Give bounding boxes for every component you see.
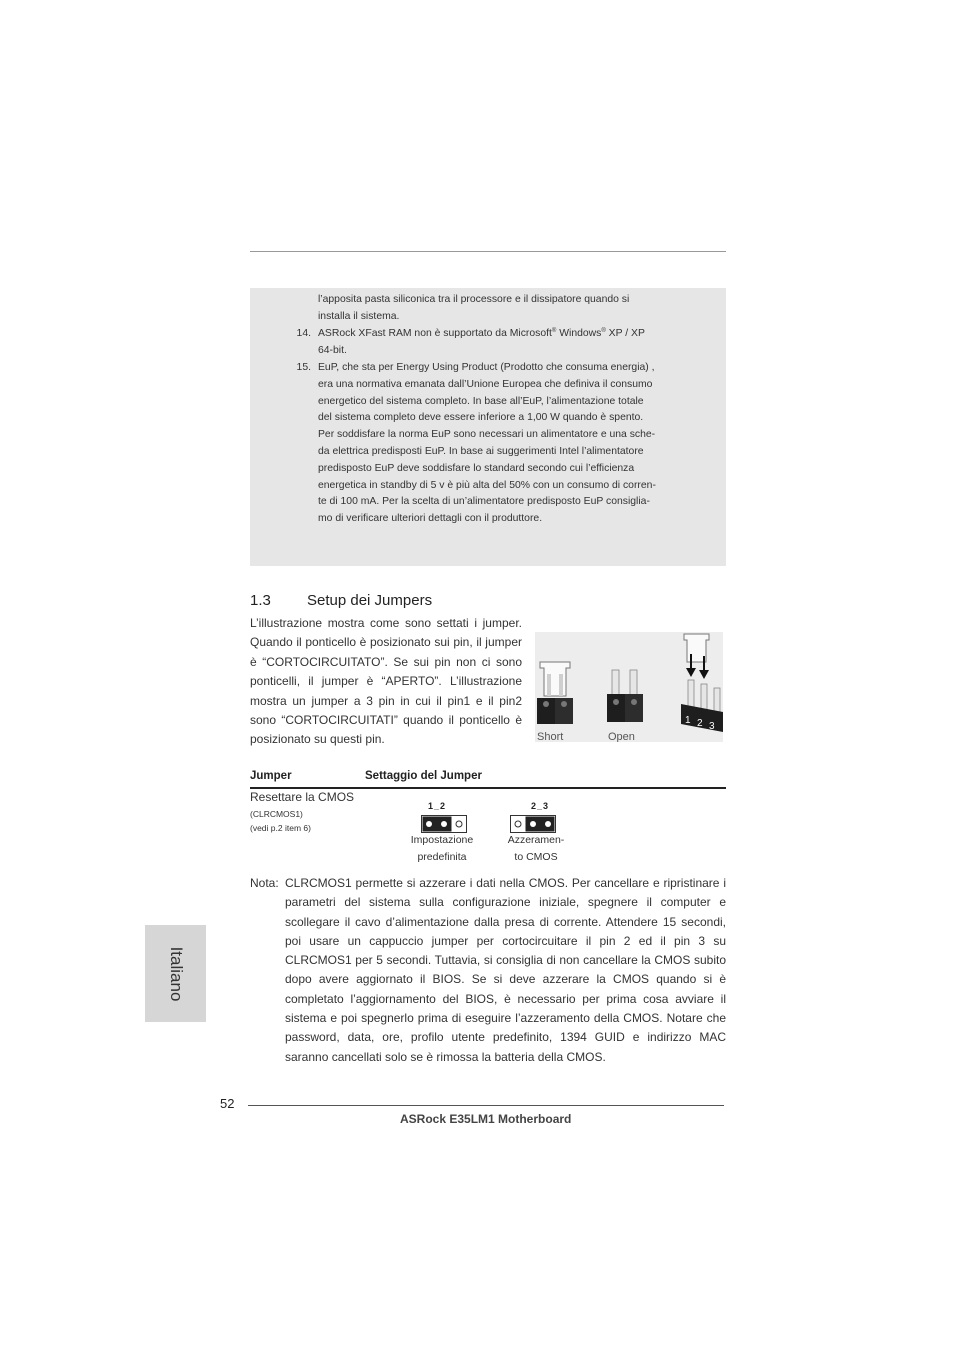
nota-block (250, 874, 726, 1067)
note-15-text (318, 360, 656, 528)
note-15-line: energetico del sistema completo. In base all’EuP, l’alimentazione totale (318, 395, 644, 407)
note-15-number: 15. (296, 362, 311, 373)
note-15-line: EuP, che sta per Energy Using Product (Prodotto che consuma energia) , (318, 362, 655, 373)
note-15-line: te di 100 mA. Per la scelta di un’alimentatore predisposto EuP consiglia- (318, 496, 650, 508)
note-15-line: mo di verificare ulteriori dettagli con il produttore. (318, 513, 543, 525)
note-15-line: del sistema completo deve essere inferiore a 1,00 W quando è spento. (318, 412, 644, 424)
pin-1-label: 1 (685, 715, 691, 726)
open-label: Open (608, 731, 635, 742)
short-jumper-icon (537, 662, 573, 724)
section-number: 1.3 (250, 592, 271, 609)
note-15-line: Per soddisfare la norma EuP sono necessari un alimentatore e una sche- (318, 429, 656, 441)
intro-paragraph (250, 614, 522, 750)
row-sub-clrcmos: (CLRCMOS1) (250, 809, 303, 819)
table-header-setting: Settaggio del Jumper (365, 770, 482, 782)
option-2-caption-line: to CMOS (514, 851, 558, 863)
page-number: 52 (220, 1096, 235, 1111)
footer-divider (248, 1105, 724, 1106)
footer-title: ASRock E35LM1 Motherboard (400, 1112, 572, 1126)
language-side-tab (145, 925, 206, 1022)
option-1-caption-line: Impostazione (410, 834, 474, 846)
note-15-line: energetica in standby di 5 v è più alta del 50% con un consumo di corren- (318, 479, 656, 491)
option-1-pins-label: 1_2 (428, 801, 447, 811)
option-2-caption-line: Azzeramen- (507, 834, 565, 846)
nota-text: CLRCMOS1 permette si azzerare i dati nella CMOS. Per cancellare e ripristinare i parametri del sistema sulla configurazione iniziale, spegnere il computer e scollegare il cavo d’alimentazione dalla presa di corrente. Attendere 15 secondi, poi usare un cappuccio jumper per cortocircuitare il pin 2 ed il pin 3 su CLRCMOS1 per 5 secondi. Tuttavia, si consiglia di non cancellare la CMOS subito dopo avere aggiornato il BIOS. Se si deve azzerare la CMOS quando si è completato l’aggiornamento del BIOS, è necessario per prima cosa avviare il sistema e poi spegnerlo prima di eseguire l’azzeramento della CMOS. Notare che password, data, ore, profilo utente predefinito, 1394 GUID e indirizzo MAC saranno cancellati solo se è rimossa la batteria della CMOS. (285, 876, 726, 1064)
section-title: Setup dei Jumpers (307, 592, 433, 609)
row-label-reset-cmos: Resettare la CMOS (250, 790, 355, 804)
row-sub-ref: (vedi p.2 item 6) (250, 823, 311, 833)
note-14-line-1: ASRock XFast RAM non è supportato da Microsoft® Windows® XP / XP (318, 328, 645, 339)
top-divider (250, 251, 726, 252)
table-header-jumper: Jumper (250, 770, 292, 782)
option-1-caption (402, 832, 482, 866)
nota-label: Nota: (250, 876, 279, 890)
option-2-caption (496, 832, 576, 866)
note-15-line: predisposto EuP deve soddisfare lo standard secondo cui l’efficienza (318, 462, 635, 474)
note-14-line-2: 64-bit. (318, 345, 347, 356)
note-13-line-2: installa il sistema. (318, 311, 400, 322)
pin-3-label: 3 (709, 721, 715, 732)
short-label: Short (537, 731, 564, 742)
intro-text: L’illustrazione mostra come sono settati i jumper. Quando il ponticello è posizionato sui pin, il jumper è “CORTOCIRCUITATO”. Se sui pin non ci sono ponticelli, il jumper è “APERTO”. L’illustrazione mostra un jumper a 3 pin in cui il pin1 e il pin2 sono “CORTOCIRCUITATI” quando il ponticello è posizionato su questi pin. (250, 616, 522, 747)
note-15-line: era una normativa emanata dall’Unione Europea che definiva il consumo (318, 378, 653, 390)
note-13-line-1: l’apposita pasta siliconica tra il processore e il dissipatore quando si (318, 294, 630, 305)
option-2-pins-label: 2_3 (531, 801, 550, 811)
pin-2-label: 2 (697, 718, 703, 729)
note-14-number: 14. (296, 328, 311, 339)
jumper-diagram-icon (535, 632, 723, 742)
table-header-rule (250, 787, 726, 789)
open-jumper-icon (607, 670, 643, 722)
option-1-caption-line: predefinita (417, 851, 467, 863)
note-15-line: da elettrica predisposti EuP. In base ai suggerimenti Intel l’alimentatore (318, 445, 644, 457)
jumper-illustration (535, 632, 723, 742)
language-tab-label: Italiano (166, 946, 186, 1001)
